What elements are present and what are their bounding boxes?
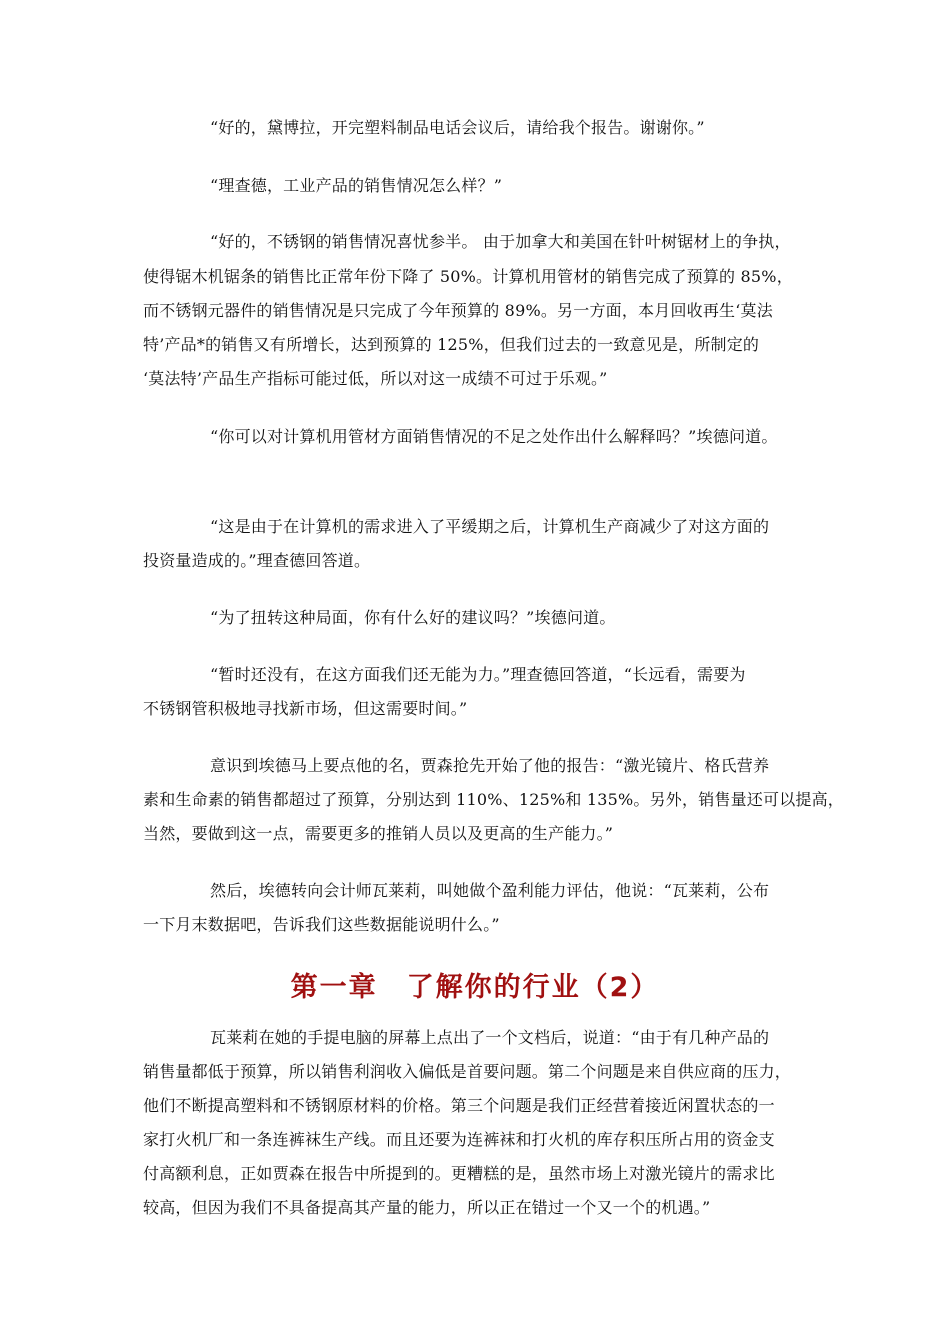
paragraph-line: “理查德，工业产品的销售情况怎么样？” — [210, 176, 503, 195]
paragraph-line: “为了扭转这种局面，你有什么好的建议吗？”埃德问道。 — [210, 608, 616, 627]
paragraph-line: 而不锈钢元器件的销售情况是只完成了今年预算的 89%。另一方面，本月回收再生‘莫法 — [143, 301, 773, 320]
paragraph-line: 不锈钢管积极地寻找新市场，但这需要时间。” — [143, 699, 468, 718]
paragraph-line: “好的，黛博拉，开完塑料制品电话会议后，请给我个报告。谢谢你。” — [210, 118, 705, 137]
paragraph-line: 素和生命素的销售都超过了预算，分别达到 110%、125%和 135%。另外，销售量还可以提高， — [143, 790, 844, 809]
paragraph-line: 然后，埃德转向会计师瓦莱莉，叫她做个盈利能力评估，他说：“瓦莱莉，公布 — [210, 881, 770, 900]
paragraph-line: “暂时还没有，在这方面我们还无能为力。”理查德回答道，“长远看，需要为 — [210, 665, 746, 684]
paragraph-line: 他们不断提高塑料和不锈钢原材料的价格。第三个问题是我们正经营着接近闲置状态的一 — [143, 1096, 775, 1115]
paragraph-line: 特’产品*的销售又有所增长，达到预算的 125%，但我们过去的一致意见是，所制定的 — [143, 335, 760, 354]
paragraph-line: 一下月末数据吧，告诉我们这些数据能说明什么。” — [143, 915, 500, 934]
paragraph-line: 投资量造成的。”理查德回答道。 — [143, 551, 371, 570]
paragraph-line: 使得锯木机锯条的销售比正常年份下降了 50%。计算机用管材的销售完成了预算的 85%， — [143, 267, 793, 286]
paragraph-line: 家打火机厂和一条连裤袜生产线。而且还要为连裤袜和打火机的库存积压所占用的资金支 — [143, 1130, 775, 1149]
paragraph-line: “好的，不锈钢的销售情况喜忧参半。 由于加拿大和美国在针叶树锯材上的争执， — [210, 232, 791, 251]
paragraph-line: ‘莫法特’产品生产指标可能过低，所以对这一成绩不可过于乐观。” — [143, 369, 608, 388]
paragraph-line: 较高，但因为我们不具备提高其产量的能力，所以正在错过一个又一个的机遇。” — [143, 1198, 711, 1217]
paragraph-line: 瓦莱莉在她的手提电脑的屏幕上点出了一个文档后，说道：“由于有几种产品的 — [210, 1028, 770, 1047]
paragraph-line: “你可以对计算机用管材方面销售情况的不足之处作出什么解释吗？”埃德问道。 — [210, 427, 778, 446]
paragraph-line: “这是由于在计算机的需求进入了平缓期之后，计算机生产商减少了对这方面的 — [210, 517, 770, 536]
paragraph-line: 销售量都低于预算，所以销售利润收入偏低是首要问题。第二个问题是来自供应商的压力， — [143, 1062, 792, 1081]
chapter-heading: 第一章 了解你的行业（2） — [290, 972, 660, 1003]
paragraph-line: 当然，要做到这一点，需要更多的推销人员以及更高的生产能力。” — [143, 824, 614, 843]
paragraph-line: 意识到埃德马上要点他的名，贾森抢先开始了他的报告：“激光镜片、格氏营养 — [210, 756, 770, 775]
paragraph-line: 付高额利息，正如贾森在报告中所提到的。更糟糕的是，虽然市场上对激光镜片的需求比 — [143, 1164, 775, 1183]
